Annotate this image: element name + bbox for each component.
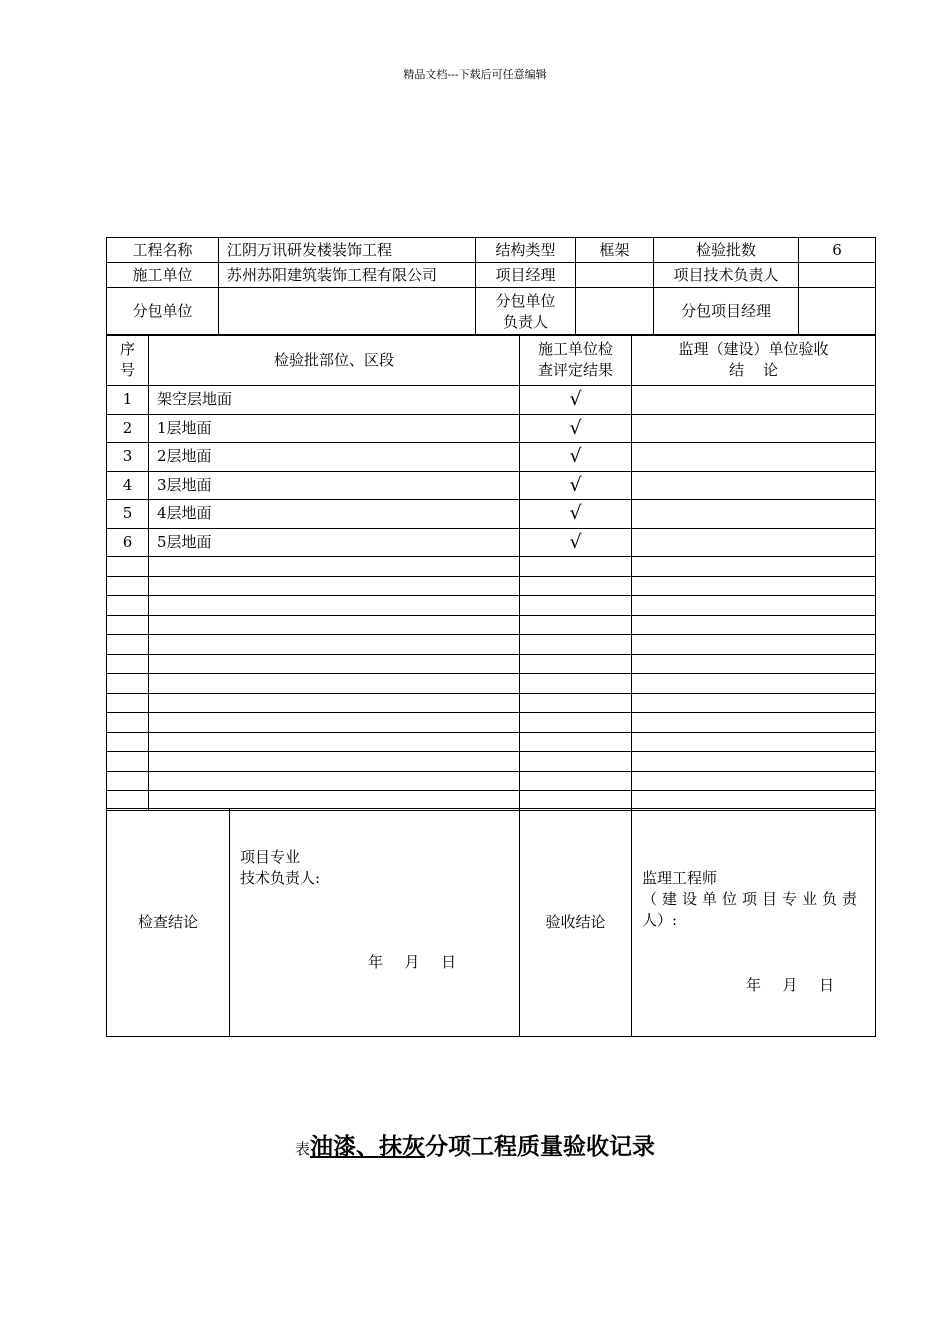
seq-header <box>107 335 149 386</box>
blank-row <box>107 732 876 752</box>
result-header-line1: 施工单位检 <box>537 340 613 358</box>
row-conclusion <box>632 471 876 500</box>
row-seq: 5 <box>107 500 149 529</box>
table-row <box>107 528 876 557</box>
tech-lead-label: 项目技术负责人 <box>654 263 799 288</box>
date-right: 年 月 日 <box>746 976 839 994</box>
subcontractor-label: 分包单位 <box>107 288 219 336</box>
row-location: 架空层地面 <box>149 386 520 415</box>
result-header <box>520 335 632 386</box>
structure-type-value: 框架 <box>576 238 654 263</box>
blank-row <box>107 615 876 635</box>
structure-type-label: 结构类型 <box>476 238 576 263</box>
construction-unit-value: 苏州苏阳建筑装饰工程有限公司 <box>219 263 476 288</box>
row-seq: 1 <box>107 386 149 415</box>
table-row <box>107 500 876 529</box>
row-location: 5层地面 <box>149 528 520 557</box>
row-result: √ <box>520 414 632 443</box>
conclusion-header <box>632 335 876 386</box>
project-name-label: 工程名称 <box>107 238 219 263</box>
row-seq: 4 <box>107 471 149 500</box>
row-result: √ <box>520 443 632 472</box>
date-left: 年 月 日 <box>368 953 461 971</box>
supervisor-sign-line3: 人）: <box>642 911 678 929</box>
blank-row <box>107 674 876 694</box>
location-header: 检验批部位、区段 <box>149 335 520 386</box>
supervisor-sign-line2: （建设单位项目专业负责 <box>642 890 863 908</box>
row-location: 3层地面 <box>149 471 520 500</box>
form-title <box>0 1128 950 1161</box>
subcontractor-lead-label <box>476 288 576 336</box>
row-seq: 2 <box>107 414 149 443</box>
subcontractor-lead-label-line2: 负责人 <box>502 312 548 331</box>
row-seq: 3 <box>107 443 149 472</box>
blank-row <box>107 557 876 577</box>
table-row <box>107 386 876 415</box>
subcontractor-lead-label-line1: 分包单位 <box>495 291 556 310</box>
row-conclusion <box>632 443 876 472</box>
subcontract-pm-label: 分包项目经理 <box>654 288 799 336</box>
tech-lead-sign-line1: 项目专业 <box>240 848 301 866</box>
form-title-rest: 分项工程质量验收记录 <box>425 1134 655 1160</box>
check-conclusion-cell <box>230 809 520 1037</box>
blank-row <box>107 576 876 596</box>
row-location: 1层地面 <box>149 414 520 443</box>
blank-row <box>107 771 876 791</box>
project-name-value: 江阴万讯研发楼装饰工程 <box>219 238 476 263</box>
table-row <box>107 443 876 472</box>
inspection-items-table <box>106 334 876 811</box>
table-row <box>107 414 876 443</box>
supervisor-sign-line1: 监理工程师 <box>642 869 718 887</box>
blank-row <box>107 635 876 655</box>
tech-lead-sign-line2: 技术负责人: <box>240 869 321 887</box>
signature-table <box>106 808 876 1037</box>
row-result: √ <box>520 500 632 529</box>
subcontract-pm-value <box>799 288 876 336</box>
blank-row <box>107 752 876 772</box>
acceptance-conclusion-label: 验收结论 <box>520 809 632 1037</box>
batch-count-label: 检验批数 <box>654 238 799 263</box>
subcontractor-lead-value <box>576 288 654 336</box>
row-location: 4层地面 <box>149 500 520 529</box>
result-header-line2: 查评定结果 <box>537 361 613 379</box>
row-location: 2层地面 <box>149 443 520 472</box>
blank-row <box>107 693 876 713</box>
row-conclusion <box>632 528 876 557</box>
form-title-subject: 油漆、抹灰 <box>310 1134 425 1160</box>
tech-lead-value <box>799 263 876 288</box>
project-manager-label: 项目经理 <box>476 263 576 288</box>
row-result: √ <box>520 386 632 415</box>
row-result: √ <box>520 528 632 557</box>
subcontractor-value <box>219 288 476 336</box>
row-conclusion <box>632 386 876 415</box>
blank-row <box>107 596 876 616</box>
form-title-prefix: 表 <box>294 1140 310 1158</box>
conclusion-header-line1: 监理（建设）单位验收 <box>678 340 829 358</box>
project-manager-value <box>576 263 654 288</box>
table-row <box>107 471 876 500</box>
row-seq: 6 <box>107 528 149 557</box>
conclusion-header-line2: 结 论 <box>728 361 779 379</box>
row-conclusion <box>632 500 876 529</box>
seq-header-line1: 序 <box>119 340 135 358</box>
batch-count-value: 6 <box>799 238 876 263</box>
acceptance-conclusion-cell <box>632 809 876 1037</box>
row-conclusion <box>632 414 876 443</box>
construction-unit-label: 施工单位 <box>107 263 219 288</box>
row-result: √ <box>520 471 632 500</box>
blank-row <box>107 654 876 674</box>
header-note: 精品文档---下载后可任意编辑 <box>403 68 547 81</box>
seq-header-line2: 号 <box>119 361 135 379</box>
check-conclusion-label: 检查结论 <box>107 809 230 1037</box>
project-info-table <box>106 237 876 336</box>
blank-row <box>107 713 876 733</box>
